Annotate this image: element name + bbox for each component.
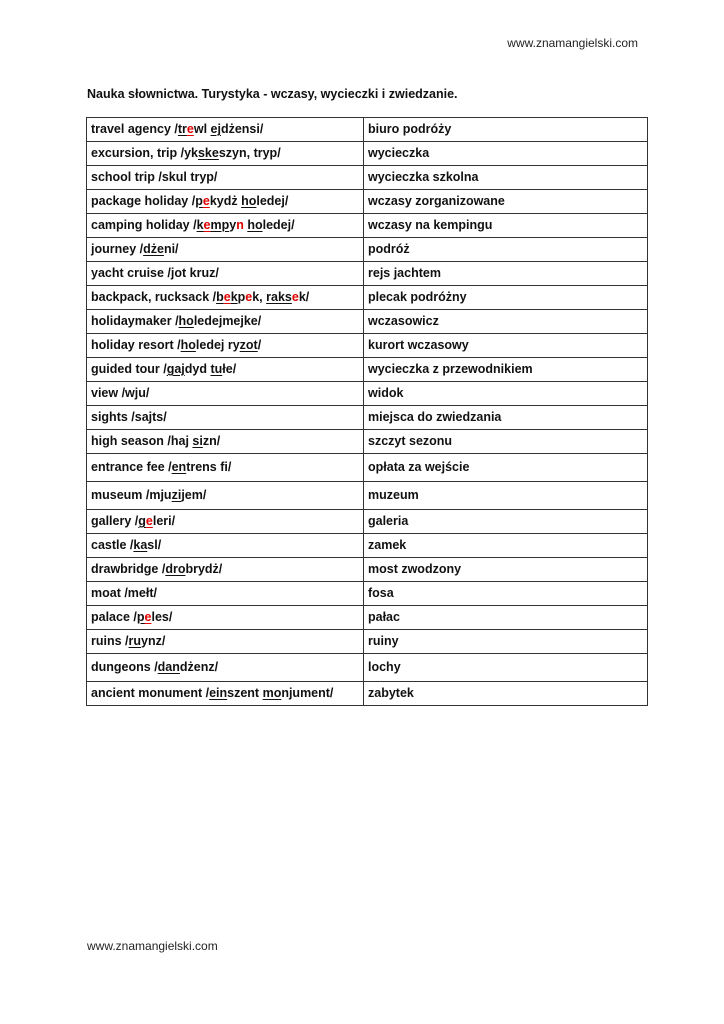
english-term-cell xyxy=(87,558,364,582)
term-segment: kydż xyxy=(209,194,242,208)
english-term-cell xyxy=(87,166,364,190)
english-term-cell xyxy=(87,406,364,430)
table-row xyxy=(87,190,648,214)
term-segment: gallery / xyxy=(91,514,139,528)
term-segment: brydż/ xyxy=(185,562,223,576)
term-segment: ledej ry xyxy=(195,338,240,352)
english-term-cell xyxy=(87,682,364,706)
term-segment: en xyxy=(171,460,187,474)
footer-url: www.znamangielski.com xyxy=(87,939,218,953)
polish-translation-cell: wczasy na kempingu xyxy=(364,214,648,238)
table-row xyxy=(87,310,648,334)
term-segment: museum /mju xyxy=(91,488,172,502)
term-segment: ni/ xyxy=(163,242,179,256)
table-row xyxy=(87,118,648,142)
term-segment: leri/ xyxy=(152,514,176,528)
english-term-cell xyxy=(87,582,364,606)
term-segment: e xyxy=(145,514,153,528)
english-term-cell xyxy=(87,142,364,166)
term-segment: p xyxy=(237,290,246,304)
term-segment: e xyxy=(186,122,194,136)
term-segment: travel agency / xyxy=(91,122,178,136)
table-row xyxy=(87,406,648,430)
term-segment: tr xyxy=(177,122,187,136)
table-row xyxy=(87,558,648,582)
term-segment: ka xyxy=(133,538,148,552)
term-segment: wl xyxy=(193,122,211,136)
term-segment: ske xyxy=(197,146,219,160)
term-segment: n xyxy=(236,218,244,232)
term-segment: zi xyxy=(171,488,182,502)
term-segment: e xyxy=(202,194,210,208)
term-segment: dżenz/ xyxy=(179,660,219,674)
table-row xyxy=(87,654,648,682)
term-segment: p xyxy=(195,194,203,208)
term-segment: sights /sajts/ xyxy=(91,410,167,424)
table-row xyxy=(87,142,648,166)
polish-translation-cell: pałac xyxy=(364,606,648,630)
header-url: www.znamangielski.com xyxy=(507,36,638,50)
english-term-cell xyxy=(87,630,364,654)
term-segment: ein xyxy=(209,686,228,700)
term-segment: ruins / xyxy=(91,634,129,648)
term-segment: ho xyxy=(247,218,263,232)
polish-translation-cell: wycieczka szkolna xyxy=(364,166,648,190)
polish-translation-cell: opłata za wejście xyxy=(364,454,648,482)
term-segment: si xyxy=(192,434,203,448)
polish-translation-cell: ruiny xyxy=(364,630,648,654)
polish-translation-cell: kurort wczasowy xyxy=(364,334,648,358)
polish-translation-cell: most zwodzony xyxy=(364,558,648,582)
table-row xyxy=(87,454,648,482)
table-row xyxy=(87,606,648,630)
polish-translation-cell: lochy xyxy=(364,654,648,682)
term-segment: k xyxy=(196,218,204,232)
english-term-cell xyxy=(87,118,364,142)
term-segment: ho xyxy=(178,314,194,328)
term-segment: szyn, tryp/ xyxy=(218,146,281,160)
english-term-cell xyxy=(87,654,364,682)
term-segment: journey / xyxy=(91,242,144,256)
vocabulary-table xyxy=(86,117,648,706)
term-segment: e xyxy=(203,218,211,232)
table-row xyxy=(87,582,648,606)
page-title: Nauka słownictwa. Turystyka - wczasy, wycieczki i zwiedzanie. xyxy=(87,87,458,101)
polish-translation-cell: widok xyxy=(364,382,648,406)
term-segment: backpack, rucksack / xyxy=(91,290,217,304)
term-segment: k xyxy=(230,290,238,304)
polish-translation-cell: muzeum xyxy=(364,482,648,510)
term-segment: holiday resort / xyxy=(91,338,181,352)
english-term-cell xyxy=(87,382,364,406)
term-segment: e xyxy=(223,290,231,304)
table-row xyxy=(87,482,648,510)
term-segment: e xyxy=(291,290,299,304)
term-segment: dan xyxy=(157,660,180,674)
term-segment: b xyxy=(216,290,224,304)
polish-translation-cell: zabytek xyxy=(364,682,648,706)
english-term-cell xyxy=(87,606,364,630)
term-segment: g xyxy=(138,514,146,528)
term-segment: e xyxy=(144,610,152,624)
term-segment: ledejmejke/ xyxy=(193,314,262,328)
term-segment: ej xyxy=(210,122,221,136)
english-term-cell xyxy=(87,238,364,262)
vocabulary-table-body xyxy=(87,118,648,706)
term-segment: mp xyxy=(210,218,230,232)
polish-translation-cell: wycieczka z przewodnikiem xyxy=(364,358,648,382)
table-row xyxy=(87,382,648,406)
english-term-cell xyxy=(87,334,364,358)
term-segment: raks xyxy=(266,290,292,304)
term-segment: mo xyxy=(262,686,282,700)
term-segment: dungeons / xyxy=(91,660,158,674)
polish-translation-cell: wycieczka xyxy=(364,142,648,166)
term-segment: camping holiday / xyxy=(91,218,197,232)
polish-translation-cell: zamek xyxy=(364,534,648,558)
term-segment: drawbridge / xyxy=(91,562,166,576)
term-segment: p xyxy=(136,610,145,624)
polish-translation-cell: szczyt sezonu xyxy=(364,430,648,454)
table-row xyxy=(87,534,648,558)
english-term-cell xyxy=(87,358,364,382)
term-segment: k, xyxy=(252,290,267,304)
term-segment: ledej/ xyxy=(256,194,289,208)
table-row xyxy=(87,682,648,706)
english-term-cell xyxy=(87,482,364,510)
english-term-cell xyxy=(87,510,364,534)
english-term-cell xyxy=(87,534,364,558)
term-segment: szent xyxy=(227,686,263,700)
english-term-cell xyxy=(87,454,364,482)
term-segment: dżensi/ xyxy=(220,122,264,136)
term-segment: ru xyxy=(128,634,142,648)
term-segment: sl/ xyxy=(147,538,162,552)
term-segment: trens fi/ xyxy=(186,460,232,474)
table-row xyxy=(87,630,648,654)
term-segment: / xyxy=(257,338,262,352)
table-row xyxy=(87,334,648,358)
term-segment: holidaymaker / xyxy=(91,314,179,328)
term-segment: package holiday / xyxy=(91,194,196,208)
english-term-cell xyxy=(87,214,364,238)
term-segment: y xyxy=(229,218,237,232)
term-segment: zn/ xyxy=(202,434,221,448)
table-row xyxy=(87,358,648,382)
term-segment: zot xyxy=(239,338,258,352)
term-segment: entrance fee / xyxy=(91,460,172,474)
polish-translation-cell: miejsca do zwiedzania xyxy=(364,406,648,430)
term-segment: k/ xyxy=(298,290,310,304)
english-term-cell xyxy=(87,262,364,286)
english-term-cell xyxy=(87,190,364,214)
term-segment: high season /haj xyxy=(91,434,193,448)
table-row xyxy=(87,262,648,286)
term-segment: jem/ xyxy=(181,488,207,502)
polish-translation-cell: podróż xyxy=(364,238,648,262)
term-segment: dro xyxy=(165,562,186,576)
polish-translation-cell: wczasy zorganizowane xyxy=(364,190,648,214)
term-segment: e xyxy=(245,290,253,304)
term-segment: łe/ xyxy=(222,362,237,376)
table-row xyxy=(87,286,648,310)
term-segment: ho xyxy=(180,338,196,352)
polish-translation-cell: galeria xyxy=(364,510,648,534)
english-term-cell xyxy=(87,430,364,454)
polish-translation-cell: rejs jachtem xyxy=(364,262,648,286)
term-segment: ledej/ xyxy=(262,218,295,232)
table-row xyxy=(87,510,648,534)
polish-translation-cell: wczasowicz xyxy=(364,310,648,334)
term-segment: castle / xyxy=(91,538,134,552)
table-row xyxy=(87,214,648,238)
term-segment: tu xyxy=(210,362,223,376)
term-segment: njument/ xyxy=(281,686,334,700)
polish-translation-cell: biuro podróży xyxy=(364,118,648,142)
term-segment: yacht cruise /jot kruz/ xyxy=(91,266,219,280)
polish-translation-cell: plecak podróżny xyxy=(364,286,648,310)
term-segment: dyd xyxy=(184,362,211,376)
term-segment: ho xyxy=(241,194,257,208)
term-segment: moat /mełt/ xyxy=(91,586,157,600)
table-row xyxy=(87,166,648,190)
term-segment: les/ xyxy=(151,610,173,624)
term-segment: school trip /skul tryp/ xyxy=(91,170,218,184)
table-row xyxy=(87,238,648,262)
term-segment: guided tour / xyxy=(91,362,167,376)
term-segment: excursion, trip /yk xyxy=(91,146,198,160)
english-term-cell xyxy=(87,310,364,334)
term-segment: gaj xyxy=(166,362,185,376)
term-segment: dże xyxy=(143,242,164,256)
term-segment: ynz/ xyxy=(141,634,166,648)
english-term-cell xyxy=(87,286,364,310)
term-segment: palace / xyxy=(91,610,137,624)
table-row xyxy=(87,430,648,454)
term-segment: view /wju/ xyxy=(91,386,150,400)
polish-translation-cell: fosa xyxy=(364,582,648,606)
term-segment: ancient monument / xyxy=(91,686,210,700)
